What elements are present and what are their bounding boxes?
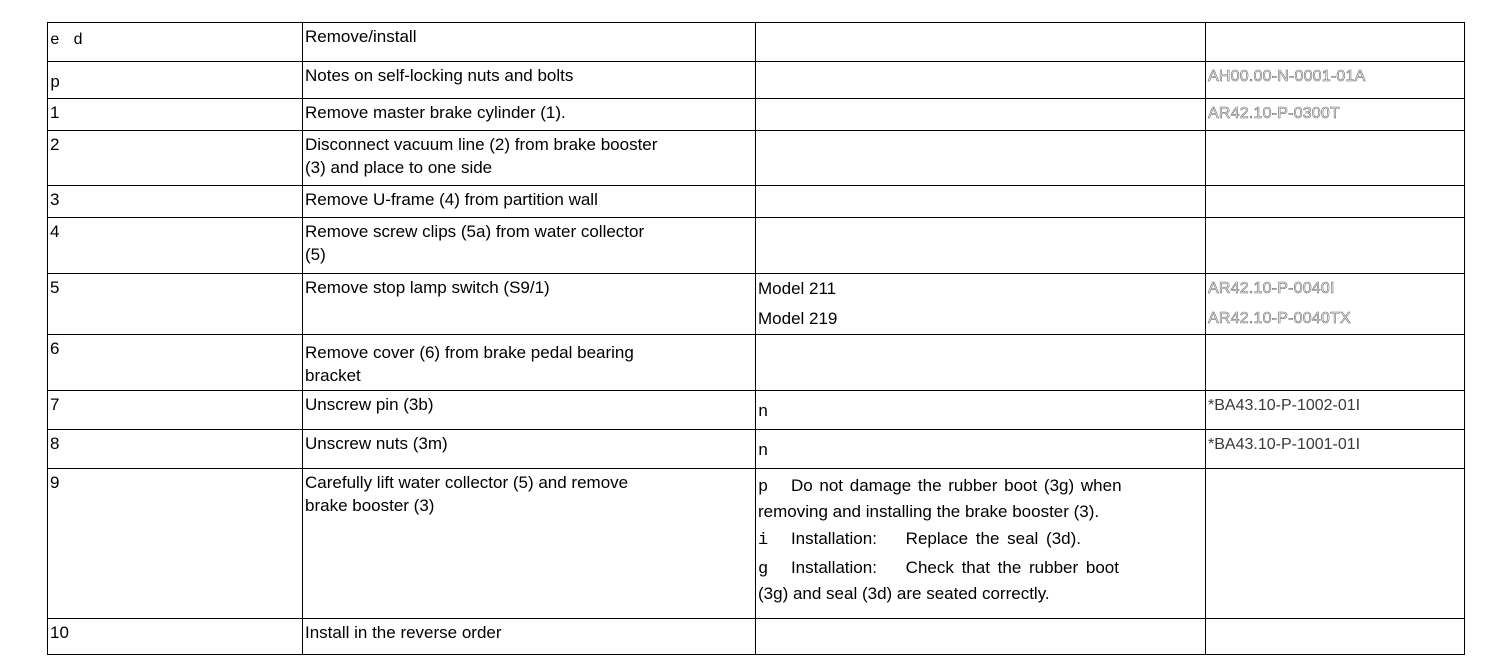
operation-cell bbox=[303, 62, 756, 99]
header-title-cell bbox=[303, 23, 756, 62]
operation-text-line: brake booster (3) bbox=[305, 496, 435, 515]
detail-cell bbox=[756, 99, 1206, 131]
table-row bbox=[48, 62, 1465, 99]
check-symbol: g bbox=[758, 560, 769, 579]
operation-cell bbox=[303, 131, 756, 186]
step-cell bbox=[48, 469, 303, 619]
reference-link[interactable]: *BA43.10-P-1001-01I bbox=[1208, 436, 1361, 453]
step-cell bbox=[48, 99, 303, 131]
operation-cell bbox=[303, 186, 756, 218]
header-empty-cell bbox=[1206, 23, 1465, 62]
operation-cell bbox=[303, 619, 756, 655]
operation-text-line: (3) and place to one side bbox=[305, 158, 493, 177]
table-row bbox=[48, 99, 1465, 131]
step-number: 10 bbox=[50, 623, 69, 642]
note-text: (3g) and seal (3d) are seated correctly. bbox=[758, 584, 1050, 603]
header-title: Remove/install bbox=[305, 27, 417, 46]
reference-cell bbox=[1206, 430, 1465, 469]
reference-link[interactable]: AR42.10-P-0300T bbox=[1208, 105, 1340, 122]
reference-link[interactable]: AR42.10-P-0040TX bbox=[1208, 310, 1351, 327]
step-number: 7 bbox=[50, 395, 60, 414]
reference-cell bbox=[1206, 391, 1465, 430]
header-symbols-cell bbox=[48, 23, 303, 62]
step-symbol: p bbox=[50, 74, 61, 93]
reference-cell bbox=[1206, 131, 1465, 186]
operation-text: Unscrew nuts (3m) bbox=[305, 434, 448, 453]
table-row bbox=[48, 430, 1465, 469]
detail-cell bbox=[756, 335, 1206, 391]
table-row-header bbox=[48, 23, 1465, 62]
step-number: 1 bbox=[50, 103, 60, 122]
table-row bbox=[48, 186, 1465, 218]
table-row bbox=[48, 274, 1465, 335]
operation-cell bbox=[303, 335, 756, 391]
step-cell bbox=[48, 391, 303, 430]
table-row bbox=[48, 391, 1465, 430]
step-number: 5 bbox=[50, 278, 60, 297]
operation-text-line: (5) bbox=[305, 245, 326, 264]
note-text: Replace the seal (3d). bbox=[905, 529, 1081, 548]
step-cell bbox=[48, 274, 303, 335]
table-row bbox=[48, 218, 1465, 274]
caution-symbol: p bbox=[758, 478, 769, 497]
reference-link[interactable]: AH00.00-N-0001-01A bbox=[1208, 68, 1366, 85]
operation-text-line: Disconnect vacuum line (2) from brake booster bbox=[305, 135, 658, 154]
note-label: Installation: bbox=[790, 529, 877, 548]
operation-cell bbox=[303, 218, 756, 274]
step-cell bbox=[48, 131, 303, 186]
note-text: removing and installing the brake booster (3). bbox=[758, 502, 1100, 521]
tool-symbol: n bbox=[758, 442, 769, 461]
operation-cell bbox=[303, 99, 756, 131]
header-symbols: e d bbox=[50, 31, 85, 49]
reference-cell bbox=[1206, 99, 1465, 131]
header-empty-cell bbox=[756, 23, 1206, 62]
detail-cell bbox=[756, 430, 1206, 469]
step-number: 6 bbox=[50, 339, 60, 358]
detail-cell bbox=[756, 619, 1206, 655]
operation-text-line: Remove cover (6) from brake pedal bearing bbox=[305, 343, 634, 362]
note-text: Check that the rubber boot bbox=[905, 558, 1119, 577]
step-cell bbox=[48, 218, 303, 274]
reference-link[interactable]: AR42.10-P-0040I bbox=[1208, 280, 1335, 297]
operation-text: Remove master brake cylinder (1). bbox=[305, 103, 566, 122]
note-check bbox=[758, 556, 1204, 606]
notes-cell bbox=[756, 469, 1206, 619]
operation-cell bbox=[303, 469, 756, 619]
note-installation bbox=[758, 527, 1204, 553]
reference-cell bbox=[1206, 335, 1465, 391]
model-cell bbox=[756, 274, 1206, 335]
installation-symbol: i bbox=[758, 531, 769, 550]
reference-cell bbox=[1206, 469, 1465, 619]
model-label: Model 219 bbox=[758, 309, 838, 328]
step-number: 3 bbox=[50, 190, 60, 209]
note-caution bbox=[758, 474, 1204, 524]
table-row bbox=[48, 619, 1465, 655]
table-row bbox=[48, 335, 1465, 391]
step-cell bbox=[48, 186, 303, 218]
step-number: 2 bbox=[50, 135, 60, 154]
operation-text-line: Remove screw clips (5a) from water collector bbox=[305, 222, 645, 241]
reference-link[interactable]: *BA43.10-P-1002-01I bbox=[1208, 397, 1361, 414]
table-row bbox=[48, 469, 1465, 619]
operation-text-line: bracket bbox=[305, 366, 361, 385]
step-number: 8 bbox=[50, 434, 60, 453]
step-number: 9 bbox=[50, 473, 60, 492]
detail-cell bbox=[756, 218, 1206, 274]
operation-text: Install in the reverse order bbox=[305, 623, 502, 642]
note-text: Do not damage the rubber boot (3g) when bbox=[790, 476, 1122, 495]
operation-text-line: Carefully lift water collector (5) and remove bbox=[305, 473, 629, 492]
step-cell bbox=[48, 62, 303, 99]
operation-text: Unscrew pin (3b) bbox=[305, 395, 434, 414]
reference-cell bbox=[1206, 186, 1465, 218]
tool-symbol: n bbox=[758, 403, 769, 422]
operation-text: Notes on self-locking nuts and bolts bbox=[305, 66, 574, 85]
step-cell bbox=[48, 335, 303, 391]
procedure-table bbox=[47, 22, 1465, 655]
operation-cell bbox=[303, 391, 756, 430]
reference-cell bbox=[1206, 619, 1465, 655]
reference-cell bbox=[1206, 62, 1465, 99]
detail-cell bbox=[756, 131, 1206, 186]
step-cell bbox=[48, 430, 303, 469]
operation-text: Remove stop lamp switch (S9/1) bbox=[305, 278, 550, 297]
detail-cell bbox=[756, 391, 1206, 430]
detail-cell bbox=[756, 186, 1206, 218]
operation-cell bbox=[303, 274, 756, 335]
step-number: 4 bbox=[50, 222, 60, 241]
reference-cell bbox=[1206, 218, 1465, 274]
operation-cell bbox=[303, 430, 756, 469]
step-cell bbox=[48, 619, 303, 655]
table-row bbox=[48, 131, 1465, 186]
model-label: Model 211 bbox=[758, 279, 837, 298]
operation-text: Remove U-frame (4) from partition wall bbox=[305, 190, 598, 209]
note-label: Installation: bbox=[790, 558, 877, 577]
detail-cell bbox=[756, 62, 1206, 99]
reference-cell bbox=[1206, 274, 1465, 335]
